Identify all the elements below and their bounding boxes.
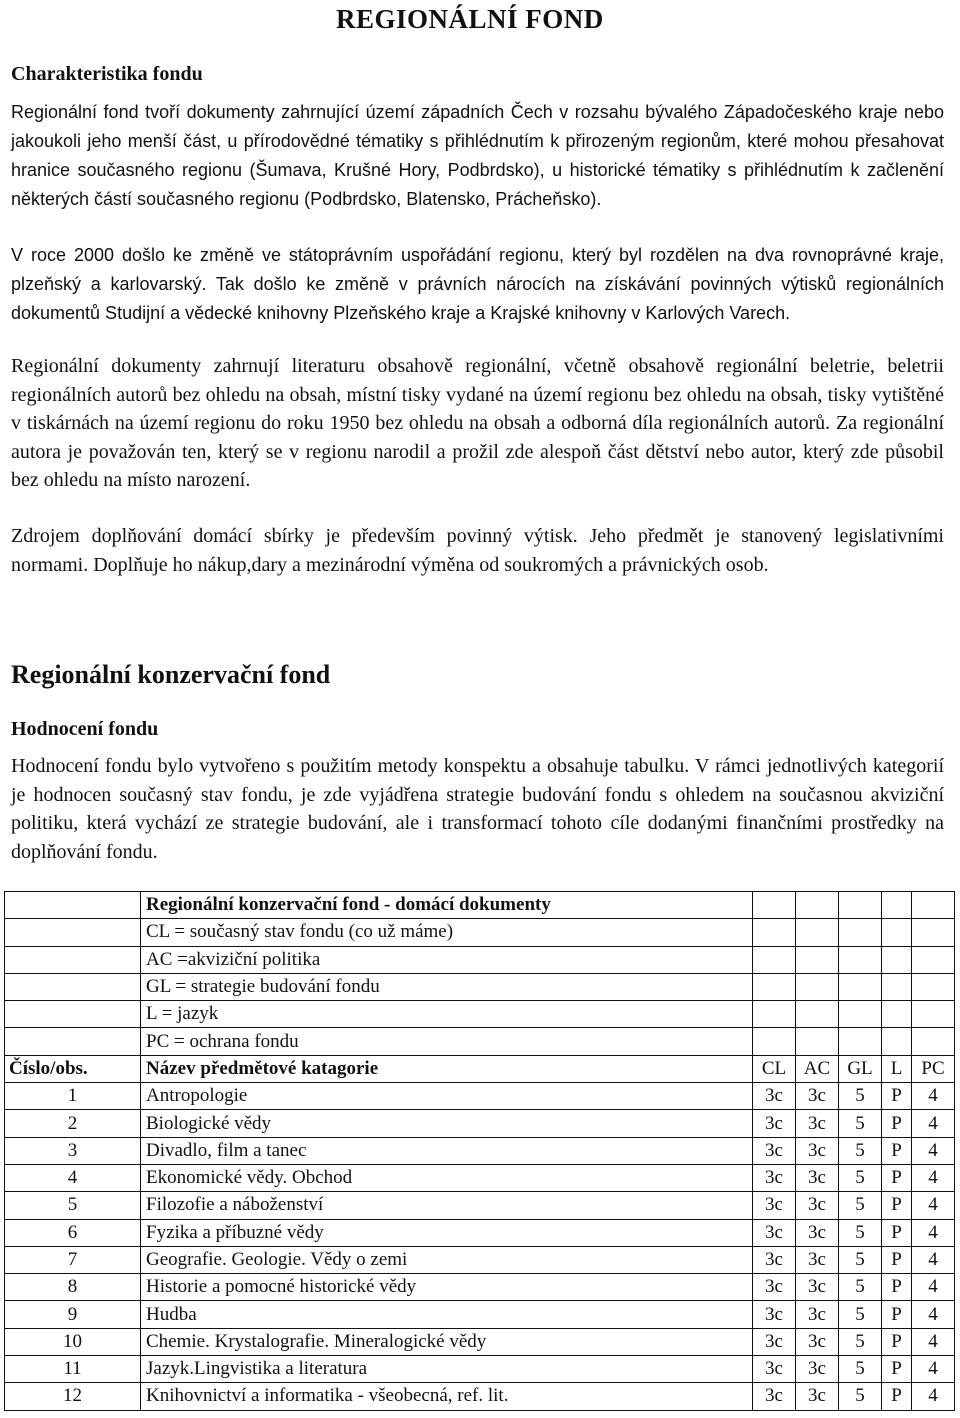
header-col: AC [796, 1055, 839, 1082]
row-category-name: Knihovnictví a informatika - všeobecná, ref. lit. [141, 1383, 753, 1410]
legend-row [5, 1001, 955, 1028]
legend-empty-cell [882, 973, 912, 1000]
row-value: 3c [796, 1356, 839, 1383]
row-category-name: Geografie. Geologie. Vědy o zemi [141, 1246, 753, 1273]
row-value: 3c [796, 1083, 839, 1110]
row-value: 3c [753, 1219, 796, 1246]
row-value: 3c [753, 1164, 796, 1191]
conspectus-table-body [5, 892, 955, 1411]
legend-empty-cell [839, 892, 882, 919]
row-value: 5 [839, 1328, 882, 1355]
empty-cell [5, 1001, 141, 1028]
row-value: 3c [753, 1083, 796, 1110]
legend-empty-cell [912, 1001, 955, 1028]
row-value: 3c [753, 1246, 796, 1273]
row-value: 3c [796, 1137, 839, 1164]
legend-empty-cell [839, 1001, 882, 1028]
row-category-name: Jazyk.Lingvistika a literatura [141, 1356, 753, 1383]
legend-entry: PC = ochrana fondu [141, 1028, 753, 1055]
legend-empty-cell [912, 1028, 955, 1055]
row-value: 3c [753, 1192, 796, 1219]
row-value: 5 [839, 1192, 882, 1219]
row-number: 5 [5, 1192, 141, 1219]
row-value: 5 [839, 1083, 882, 1110]
row-value: P [882, 1110, 912, 1137]
row-value: 4 [912, 1246, 955, 1273]
legend-entry: AC =akviziční politika [141, 946, 753, 973]
row-value: 3c [796, 1383, 839, 1410]
row-number: 8 [5, 1274, 141, 1301]
row-value: P [882, 1083, 912, 1110]
legend-empty-cell [839, 919, 882, 946]
row-category-name: Divadlo, film a tanec [141, 1137, 753, 1164]
empty-cell [5, 1028, 141, 1055]
row-value: P [882, 1219, 912, 1246]
section-heading-conservation-fund: Regionální konzervační fond [11, 660, 331, 689]
legend-empty-cell [839, 946, 882, 973]
paragraph-acquisition-sources: Zdrojem doplňování domácí sbírky je především povinný výtisk. Jeho předmět je stanovený legislativními normami. Doplňuje ho nákup,dary a mezinárodní výměna od soukromých a právnických osob. [11, 525, 944, 576]
row-value: 3c [796, 1192, 839, 1219]
legend-empty-cell [839, 1028, 882, 1055]
row-value: 4 [912, 1383, 955, 1410]
row-value: 3c [796, 1274, 839, 1301]
table-row [5, 1274, 955, 1301]
legend-empty-cell [753, 946, 796, 973]
row-number: 4 [5, 1164, 141, 1191]
row-value: 4 [912, 1328, 955, 1355]
row-value: 3c [753, 1110, 796, 1137]
row-number: 7 [5, 1246, 141, 1273]
row-number: 6 [5, 1219, 141, 1246]
header-col: PC [912, 1055, 955, 1082]
row-value: 3c [796, 1301, 839, 1328]
table-row [5, 1301, 955, 1328]
subheading-fund-evaluation: Hodnocení fondu [11, 718, 159, 740]
legend-empty-cell [882, 1001, 912, 1028]
row-number: 3 [5, 1137, 141, 1164]
row-value: 5 [839, 1383, 882, 1410]
table-row [5, 1219, 955, 1246]
row-value: P [882, 1383, 912, 1410]
legend-entry: CL = současný stav fondu (co už máme) [141, 919, 753, 946]
row-value: 5 [839, 1219, 882, 1246]
legend-empty-cell [912, 973, 955, 1000]
row-value: 3c [796, 1219, 839, 1246]
legend-empty-cell [796, 973, 839, 1000]
row-value: 4 [912, 1219, 955, 1246]
row-value: P [882, 1301, 912, 1328]
table-row [5, 1328, 955, 1355]
legend-row [5, 973, 955, 1000]
row-value: 4 [912, 1137, 955, 1164]
paragraph-regional-documents: Regionální dokumenty zahrnují literaturu obsahově regionální, včetně obsahově regionální beletrie, beletrii regionálních autorů bez ohledu na obsah, místní tisky vydané na území regionu bez ohledu na obsah, tisky vytištěné v tiskárnách na území regionu do roku 1950 bez ohledu na obsah a odborná díla regionálních autorů. Za regionální autora je považován ten, který se v regionu narodil a prožil zde alespoň část dětství nebo autor, který zde působil bez ohledu na místo narození. [11, 355, 944, 491]
legend-empty-cell [796, 919, 839, 946]
row-category-name: Fyzika a příbuzné vědy [141, 1219, 753, 1246]
legend-empty-cell [882, 919, 912, 946]
row-value: 3c [753, 1328, 796, 1355]
row-category-name: Filozofie a náboženství [141, 1192, 753, 1219]
row-value: 4 [912, 1083, 955, 1110]
section-heading-characteristics: Charakteristika fondu [11, 63, 203, 85]
paragraph-fund-evaluation: Hodnocení fondu bylo vytvořeno s použitím metody konspektu a obsahuje tabulku. V rámci jednotlivých kategorií je hodnocen současný stav fondu, je zde vyjádřena strategie budování fondu s ohledem na současnou akviziční politiku, která vychází ze strategie budování, ale i transformací tohoto cíle dodanými finančními prostředky na doplňování fondu. [11, 755, 944, 863]
row-category-name: Chemie. Krystalografie. Mineralogické vědy [141, 1328, 753, 1355]
row-number: 10 [5, 1328, 141, 1355]
table-row [5, 1246, 955, 1273]
row-number: 12 [5, 1383, 141, 1410]
paragraph-region-definition: Regionální fond tvoří dokumenty zahrnující území západních Čech v rozsahu bývalého Západočeského kraje nebo jakoukoli jeho menší část, u přírodovědné tématiky s přihlédnutím k přirozeným regionům, které mohou přesahovat hranice současného regionu (Šumava, Krušné Hory, Podbrdsko), u historické tématiky s přihlédnutím k začlenění některých částí současného regionu (Podbrdsko, Blatensko, Prácheňsko). [11, 102, 944, 209]
legend-empty-cell [882, 1028, 912, 1055]
legend-empty-cell [912, 946, 955, 973]
row-value: 3c [753, 1356, 796, 1383]
legend-empty-cell [796, 946, 839, 973]
row-value: 5 [839, 1274, 882, 1301]
legend-empty-cell [753, 973, 796, 1000]
legend-entry: GL = strategie budování fondu [141, 973, 753, 1000]
header-number: Číslo/obs. [5, 1055, 141, 1082]
legend-row [5, 1028, 955, 1055]
legend-empty-cell [882, 892, 912, 919]
row-value: 5 [839, 1137, 882, 1164]
row-value: 5 [839, 1356, 882, 1383]
row-value: P [882, 1328, 912, 1355]
legend-empty-cell [753, 892, 796, 919]
row-value: P [882, 1164, 912, 1191]
empty-cell [5, 973, 141, 1000]
row-value: P [882, 1137, 912, 1164]
row-value: 3c [796, 1246, 839, 1273]
row-value: 4 [912, 1301, 955, 1328]
row-value: 3c [796, 1328, 839, 1355]
row-value: 3c [753, 1301, 796, 1328]
row-value: P [882, 1192, 912, 1219]
legend-empty-cell [912, 919, 955, 946]
row-value: P [882, 1356, 912, 1383]
legend-title: Regionální konzervační fond - domácí dokumenty [141, 892, 753, 919]
table-row [5, 1110, 955, 1137]
legend-row [5, 946, 955, 973]
table-row [5, 1164, 955, 1191]
row-number: 11 [5, 1356, 141, 1383]
row-category-name: Historie a pomocné historické vědy [141, 1274, 753, 1301]
conspectus-table [4, 891, 955, 1411]
legend-row [5, 919, 955, 946]
row-number: 1 [5, 1083, 141, 1110]
row-category-name: Biologické vědy [141, 1110, 753, 1137]
row-value: 5 [839, 1246, 882, 1273]
row-number: 9 [5, 1301, 141, 1328]
header-col: GL [839, 1055, 882, 1082]
table-header-row [5, 1055, 955, 1082]
row-value: 5 [839, 1110, 882, 1137]
row-category-name: Hudba [141, 1301, 753, 1328]
table-row [5, 1356, 955, 1383]
table-row [5, 1192, 955, 1219]
legend-entry: L = jazyk [141, 1001, 753, 1028]
row-value: 4 [912, 1164, 955, 1191]
row-value: P [882, 1274, 912, 1301]
row-value: 4 [912, 1192, 955, 1219]
row-value: 4 [912, 1110, 955, 1137]
legend-title-row [5, 892, 955, 919]
page-title: REGIONÁLNÍ FOND [336, 4, 604, 34]
header-col: CL [753, 1055, 796, 1082]
table-row [5, 1383, 955, 1410]
legend-empty-cell [753, 919, 796, 946]
row-value: 3c [753, 1383, 796, 1410]
row-category-name: Antropologie [141, 1083, 753, 1110]
legend-empty-cell [753, 1028, 796, 1055]
row-value: P [882, 1246, 912, 1273]
empty-cell [5, 919, 141, 946]
legend-empty-cell [796, 1001, 839, 1028]
row-value: 4 [912, 1274, 955, 1301]
row-value: 3c [796, 1110, 839, 1137]
paragraph-region-change-2000: V roce 2000 došlo ke změně ve státoprávním uspořádání regionu, který byl rozdělen na dva rovnoprávné kraje, plzeňský a karlovarský. Tak došlo ke změně v právních nárocích na získávání povinných výtisků regionálních dokumentů Studijní a vědecké knihovny Plzeňského kraje a Krajské knihovny v Karlových Varech. [11, 245, 944, 323]
header-category-name: Název předmětové katagorie [141, 1055, 753, 1082]
row-value: 3c [796, 1164, 839, 1191]
empty-cell [5, 946, 141, 973]
row-category-name: Ekonomické vědy. Obchod [141, 1164, 753, 1191]
legend-empty-cell [882, 946, 912, 973]
legend-empty-cell [796, 892, 839, 919]
legend-empty-cell [839, 973, 882, 1000]
empty-cell [5, 892, 141, 919]
table-row [5, 1137, 955, 1164]
legend-empty-cell [753, 1001, 796, 1028]
row-value: 3c [753, 1137, 796, 1164]
header-col: L [882, 1055, 912, 1082]
legend-empty-cell [912, 892, 955, 919]
legend-empty-cell [796, 1028, 839, 1055]
table-row [5, 1083, 955, 1110]
row-value: 5 [839, 1301, 882, 1328]
row-value: 5 [839, 1164, 882, 1191]
row-number: 2 [5, 1110, 141, 1137]
row-value: 3c [753, 1274, 796, 1301]
row-value: 4 [912, 1356, 955, 1383]
